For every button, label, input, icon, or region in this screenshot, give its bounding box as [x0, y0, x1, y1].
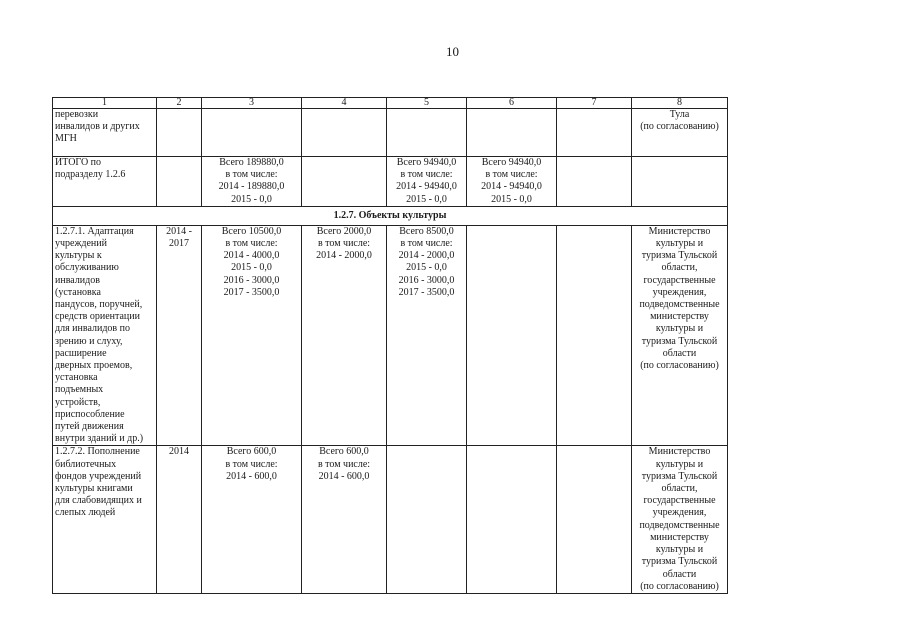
municipal-cell: Всего 94940,0 в том числе: 2014 - 94940,0 2015 - 0,0: [467, 157, 557, 207]
measure-name-cell: перевозки инвалидов и других МГН: [53, 109, 157, 157]
other-cell: [557, 109, 632, 157]
executor-cell: Министерство культуры и туризма Тульской области, государственные учреждения, подведомственные министерству культуры и туризма Тульской области (по согласованию): [632, 225, 728, 446]
header-cell: 7: [557, 98, 632, 109]
page-number: 10: [446, 44, 459, 59]
period-cell: [157, 157, 202, 207]
measure-name-cell: 1.2.7.2. Пополнение библиотечных фондов учреждений культуры книгами для слабовидящих и слепых людей: [53, 446, 157, 593]
total-cell: Всего 10500,0 в том числе: 2014 - 4000,0 2015 - 0,0 2016 - 3000,0 2017 - 3500,0: [202, 225, 302, 446]
measure-name-cell: ИТОГО по подразделу 1.2.6: [53, 157, 157, 207]
regional-cell: Всего 8500,0 в том числе: 2014 - 2000,0 2015 - 0,0 2016 - 3000,0 2017 - 3500,0: [387, 225, 467, 446]
total-cell: Всего 600,0 в том числе: 2014 - 600,0: [202, 446, 302, 593]
other-cell: [557, 225, 632, 446]
header-cell: 1: [53, 98, 157, 109]
federal-cell: [302, 157, 387, 207]
regional-cell: [387, 446, 467, 593]
executor-cell: [632, 157, 728, 207]
section-title: 1.2.7. Объекты культуры: [53, 206, 728, 225]
table-row: [53, 109, 728, 157]
municipal-cell: [467, 109, 557, 157]
other-cell: [557, 446, 632, 593]
period-cell: 2014: [157, 446, 202, 593]
header-cell: 6: [467, 98, 557, 109]
header-cell: 4: [302, 98, 387, 109]
total-cell: Всего 189880,0 в том числе: 2014 - 189880,0 2015 - 0,0: [202, 157, 302, 207]
header-cell: 3: [202, 98, 302, 109]
table-row: [53, 446, 728, 593]
section-row: [53, 206, 728, 225]
executor-cell: Тула (по согласованию): [632, 109, 728, 157]
federal-cell: Всего 2000,0 в том числе: 2014 - 2000,0: [302, 225, 387, 446]
program-table: [52, 97, 728, 594]
header-cell: 2: [157, 98, 202, 109]
header-cell: 8: [632, 98, 728, 109]
header-row: [53, 98, 728, 109]
executor-cell: Министерство культуры и туризма Тульской области, государственные учреждения, подведомственные министерству культуры и туризма Тульской области (по согласованию): [632, 446, 728, 593]
period-cell: [157, 109, 202, 157]
total-cell: [202, 109, 302, 157]
period-cell: 2014 - 2017: [157, 225, 202, 446]
other-cell: [557, 157, 632, 207]
header-cell: 5: [387, 98, 467, 109]
regional-cell: Всего 94940,0 в том числе: 2014 - 94940,0 2015 - 0,0: [387, 157, 467, 207]
federal-cell: Всего 600,0 в том числе: 2014 - 600,0: [302, 446, 387, 593]
municipal-cell: [467, 225, 557, 446]
measure-name-cell: 1.2.7.1. Адаптация учреждений культуры к обслуживанию инвалидов (установка пандусов, поручней, средств ориентации для инвалидов по зрению и слуху, расширение дверных проемов, установка подъемных устройств, приспособление путей движения внутри зданий и др.): [53, 225, 157, 446]
table-row: [53, 157, 728, 207]
municipal-cell: [467, 446, 557, 593]
regional-cell: [387, 109, 467, 157]
federal-cell: [302, 109, 387, 157]
table-row: [53, 225, 728, 446]
